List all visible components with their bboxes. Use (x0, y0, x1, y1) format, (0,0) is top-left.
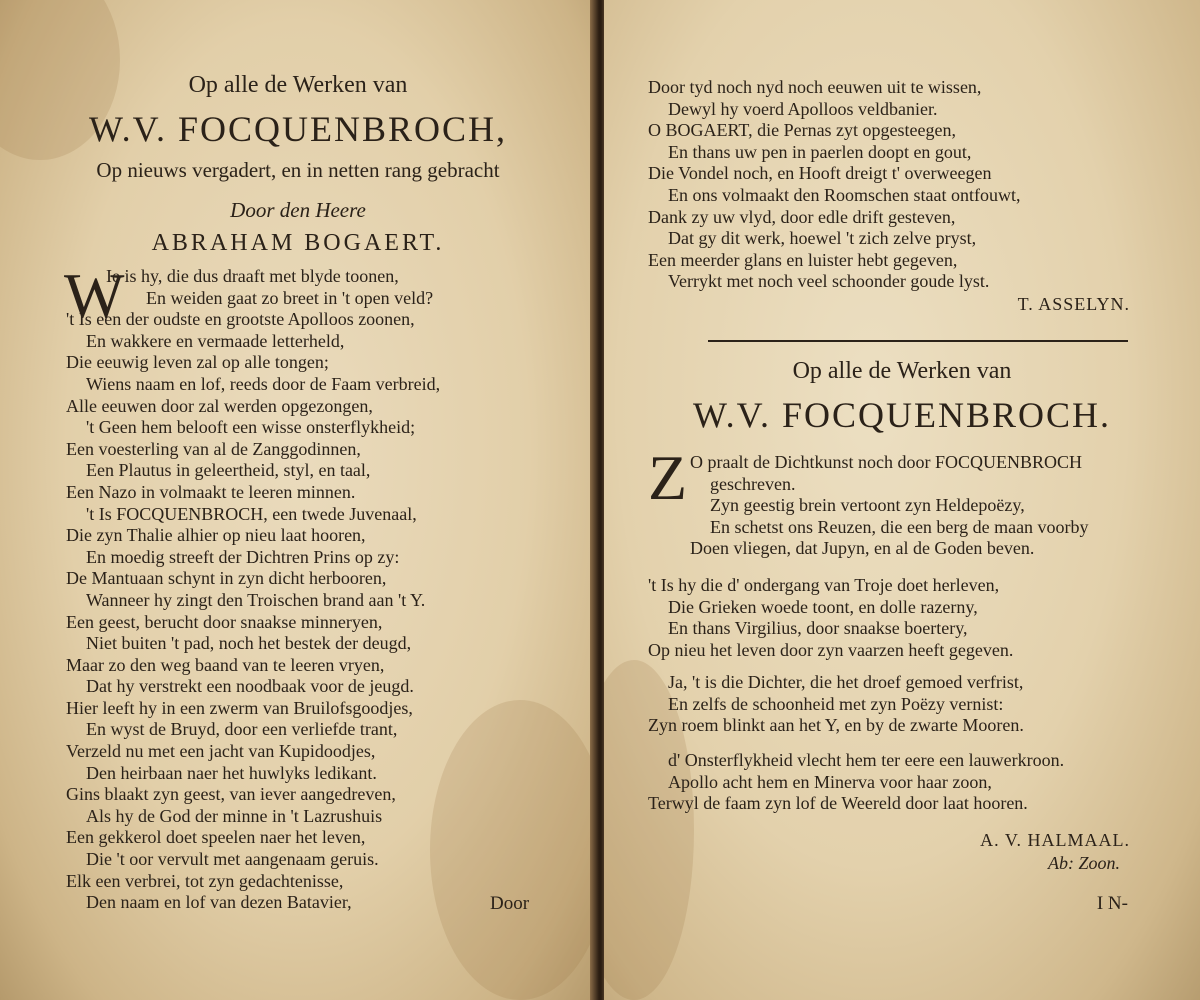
verse-line: Hier leeft hy in een zwerm van Bruilofsgoodjes, (66, 697, 413, 718)
catchword: I N- (1096, 893, 1128, 914)
verse-line: Die zyn Thalie alhier op nieu laat hooren, (66, 525, 366, 546)
verse-line: 't Is een der oudste en grootste Apolloos zoonen, (66, 309, 415, 330)
right-stanza-1 (690, 452, 1089, 560)
left-title: W.V. FOCQUENBROCH, (88, 109, 508, 149)
right-page (604, 0, 1200, 1000)
right-poem-continuation (648, 77, 1020, 293)
verse-line: En zelfs de schoonheid met zyn Poëzy vernist: (668, 693, 1004, 714)
verse-line: Op nieu het leven door zyn vaarzen heeft gegeven. (648, 639, 1014, 660)
verse-line: O BOGAERT, die Pernas zyt opgesteegen, (648, 120, 957, 141)
divider-rule (708, 340, 1128, 342)
left-author: ABRAHAM BOGAERT. (151, 230, 445, 256)
verse-line: Ja, 't is die Dichter, die het droef gemoed verfrist, (668, 672, 1024, 692)
left-heading: Op alle de Werken van (188, 72, 408, 98)
verse-line: Dat gy dit werk, hoewel 't zich zelve pryst, (668, 228, 977, 249)
verse-line: Verrykt met noch veel schoonder goude lyst. (668, 271, 990, 292)
verse-line: Als hy de God der minne in 't Lazrushuis (86, 805, 383, 826)
verse-line: O praalt de Dichtkunst noch door FOCQUENBROCH (690, 452, 1082, 472)
verse-line: d' Onsterflykheid vlecht hem ter eere een lauwerkroon. (668, 750, 1065, 770)
paper-stain (430, 700, 596, 1000)
verse-line: Een geest, berucht door snaakse minneryen, (66, 611, 383, 632)
verse-line: Maar zo den weg baand van te leeren vryen, (66, 654, 385, 675)
verse-line: Terwyl de faam zyn lof de Weereld door laat hooren. (648, 793, 1028, 814)
verse-line: Die 't oor vervult met aangenaam geruis. (86, 849, 379, 870)
verse-line: Door tyd noch nyd noch eeuwen uit te wissen, (648, 77, 982, 97)
verse-line: Een meerder glans en luister hebt gegeven, (648, 249, 958, 270)
verse-line: Doen vliegen, dat Jupyn, en al de Goden beven. (690, 538, 1035, 559)
verse-line: Een gekkerol doet speelen naer het leven, (66, 827, 366, 848)
verse-line: Die Vondel noch, en Hooft dreigt t' overweegen (648, 163, 992, 184)
verse-line: En wyst de Bruyd, door een verliefde trant, (86, 719, 398, 740)
left-by-line: Door den Heere (230, 198, 366, 222)
signature-halmaal-sub: Ab: Zoon. (1048, 853, 1120, 873)
verse-line: En ons volmaakt den Roomschen staat ontfouwt, (668, 184, 1021, 205)
right-title: W.V. FOCQUENBROCH. (692, 395, 1112, 435)
verse-line: 't Geen hem belooft een wisse onsterflykheid; (86, 417, 416, 438)
verse-line: Niet buiten 't pad, noch het bestek der deugd, (86, 633, 412, 654)
signature-asselyn: T. ASSELYN. (1017, 294, 1130, 314)
verse-line: Dat hy verstrekt een noodbaak voor de jeugd. (86, 676, 414, 697)
right-stanza-4 (648, 750, 1064, 815)
verse-line: Den naam en lof van dezen Batavier, (86, 892, 352, 913)
verse-line: De Mantuaan schynt in zyn dicht herbooren, (66, 568, 387, 589)
right-stanza-3 (648, 672, 1024, 737)
verse-line: Wiens naam en lof, reeds door de Faam verbreid, (86, 373, 441, 394)
verse-line: Gins blaakt zyn geest, van iever aangedreven, (66, 784, 396, 805)
catchword: Door (490, 893, 530, 914)
left-subtitle: Op nieuws vergadert, en in netten rang gebracht (96, 158, 500, 182)
verse-line: Die Grieken woede toont, en dolle razerny, (668, 596, 978, 617)
verse-line: Dewyl hy voerd Apolloos veldbanier. (668, 98, 938, 119)
verse-line: 't Is FOCQUENBROCH, een twede Juvenaal, (86, 503, 417, 524)
left-poem (64, 260, 441, 914)
drop-cap: Z (648, 442, 688, 513)
verse-line: Apollo acht hem en Minerva voor haar zoon, (668, 771, 992, 792)
verse-line: En thans uw pen in paerlen doopt en gout, (668, 141, 972, 162)
verse-line: Verzeld nu met een jacht van Kupidoodjes, (66, 741, 376, 762)
verse-line: Ie is hy, die dus draaft met blyde toonen, (106, 266, 399, 286)
verse-line: Den heirbaan naer het huwlyks ledikant. (86, 762, 377, 783)
verse-line: Alle eeuwen door zal werden opgezongen, (66, 395, 373, 416)
verse-line: En moedig streeft der Dichtren Prins op zy: (86, 546, 400, 567)
verse-line: Zyn geestig brein vertoont zyn Heldepoëzy, (710, 495, 1025, 516)
right-heading: Op alle de Werken van (792, 358, 1012, 384)
verse-line: En wakkere en vermaade letterheld, (86, 330, 345, 351)
verse-line: Dank zy uw vlyd, door edle drift gesteven, (648, 206, 956, 227)
verse-line: En thans Virgilius, door snaakse boertery, (668, 618, 968, 639)
right-stanza-2 (648, 575, 1013, 661)
verse-line: Wanneer hy zingt den Troischen brand aan 't Y. (86, 589, 426, 610)
verse-line: Elk een verbrei, tot zyn gedachtenisse, (66, 870, 344, 891)
drop-cap: W (64, 260, 125, 331)
signature-halmaal: A. V. HALMAAL. (980, 830, 1130, 850)
left-page (0, 0, 596, 1000)
verse-line: Zyn roem blinkt aan het Y, en by de zwarte Mooren. (648, 715, 1024, 736)
verse-line: Een Nazo in volmaakt te leeren minnen. (66, 481, 356, 502)
verse-line: Die eeuwig leven zal op alle tongen; (66, 352, 329, 373)
verse-line: Een voesterling van al de Zanggodinnen, (66, 438, 361, 459)
verse-line: Een Plautus in geleertheid, styl, en taal, (86, 460, 371, 481)
verse-line: geschreven. (710, 473, 796, 494)
verse-line: En weiden gaat zo breet in 't open veld? (146, 287, 434, 308)
verse-line: En schetst ons Reuzen, die een berg de maan voorby (710, 516, 1089, 537)
verse-line: 't Is hy die d' ondergang van Troje doet herleven, (648, 575, 1000, 595)
